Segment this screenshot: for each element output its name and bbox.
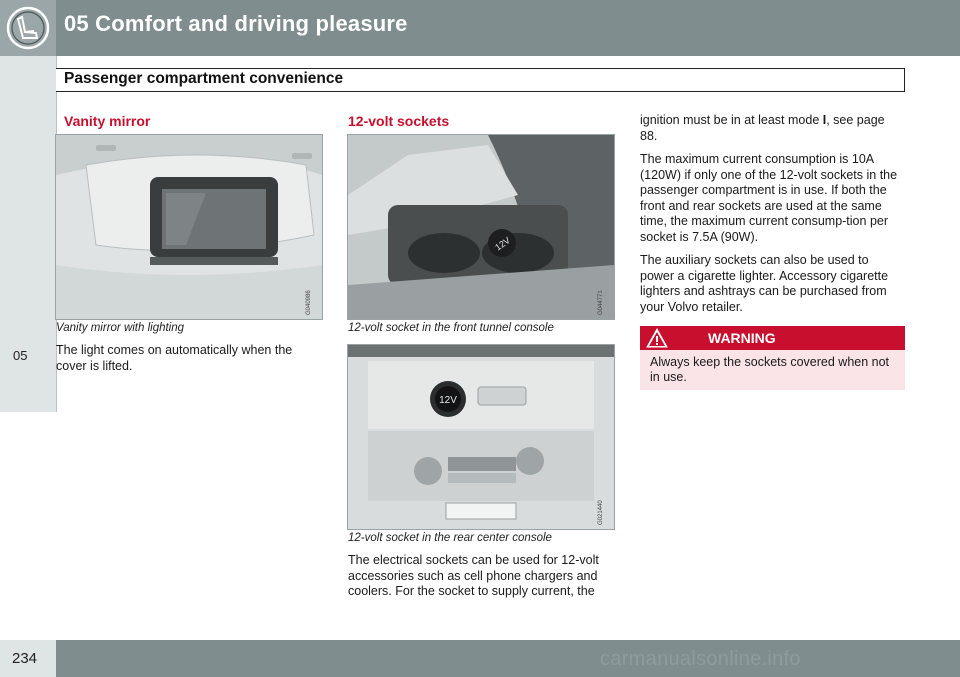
ignition-text-start: ignition must be in at least mode: [640, 113, 823, 127]
rear-socket-12v-label: 12V: [439, 395, 457, 406]
chapter-tab-label: 05: [13, 348, 28, 363]
sockets-heading: 12-volt sockets: [348, 113, 450, 129]
vanity-mirror-heading: Vanity mirror: [64, 113, 151, 129]
vanity-mirror-text: The light comes on automatically when the cover is lifted.: [56, 343, 293, 373]
page-number: 234: [12, 650, 38, 667]
front-socket-illustration: [348, 135, 614, 319]
chapter-header: [0, 0, 960, 56]
front-socket-photo: [347, 134, 615, 320]
front-socket-caption: 12-volt socket in the front tunnel console: [348, 322, 554, 334]
auxiliary-sockets-text: The auxiliary sockets can also be used to power a cigarette lighter. Accessory cigarette lighters and ashtrays can be purchased from your Volvo retailer.: [640, 253, 889, 314]
section-title: Passenger compartment convenience: [64, 70, 344, 87]
vanity-mirror-caption: Vanity mirror with lighting: [56, 322, 185, 334]
vanity-mirror-illustration: [56, 135, 322, 319]
front-socket-12v-label: 12V: [493, 235, 513, 253]
rear-socket-photo: [347, 344, 615, 530]
warning-triangle-icon: [646, 328, 668, 348]
current-consumption-text: The maximum current consumption is 10A (120W) if only one of the 12-volt sockets in the passenger compartment is in use. If both the front and rear sockets are used at the same time, the maximum current consump-tion per socket is 7.5A (90W).: [640, 152, 898, 244]
rear-socket-illustration: [348, 345, 614, 529]
warning-title: WARNING: [708, 330, 776, 346]
ignition-text-end: , see page 88.: [640, 113, 885, 143]
vanity-mirror-photo: [55, 134, 323, 320]
watermark: carmanualsonline.info: [600, 648, 801, 670]
ignition-mode: I: [822, 113, 827, 127]
warning-box: [640, 326, 905, 390]
ignition-text: [640, 113, 902, 144]
warning-text: Always keep the sockets covered when not in use.: [650, 355, 890, 384]
front-socket-image-code: G044771: [598, 290, 604, 315]
chapter-side-tab: [0, 56, 57, 412]
rear-socket-caption: 12-volt socket in the rear center console: [348, 532, 552, 544]
page-number-box: [0, 640, 56, 677]
seat-icon: [6, 6, 50, 50]
page-footer: [0, 640, 960, 677]
warning-header: [640, 326, 905, 350]
rear-socket-image-code: G021440: [598, 500, 604, 525]
chapter-icon-box: [0, 0, 56, 56]
sockets-text: The electrical sockets can be used for 12-volt accessories such as cell phone chargers and coolers. For the socket to supply current, the: [348, 553, 599, 598]
chapter-title: 05 Comfort and driving pleasure: [64, 11, 408, 36]
vanity-mirror-image-code: G040986: [306, 290, 312, 315]
